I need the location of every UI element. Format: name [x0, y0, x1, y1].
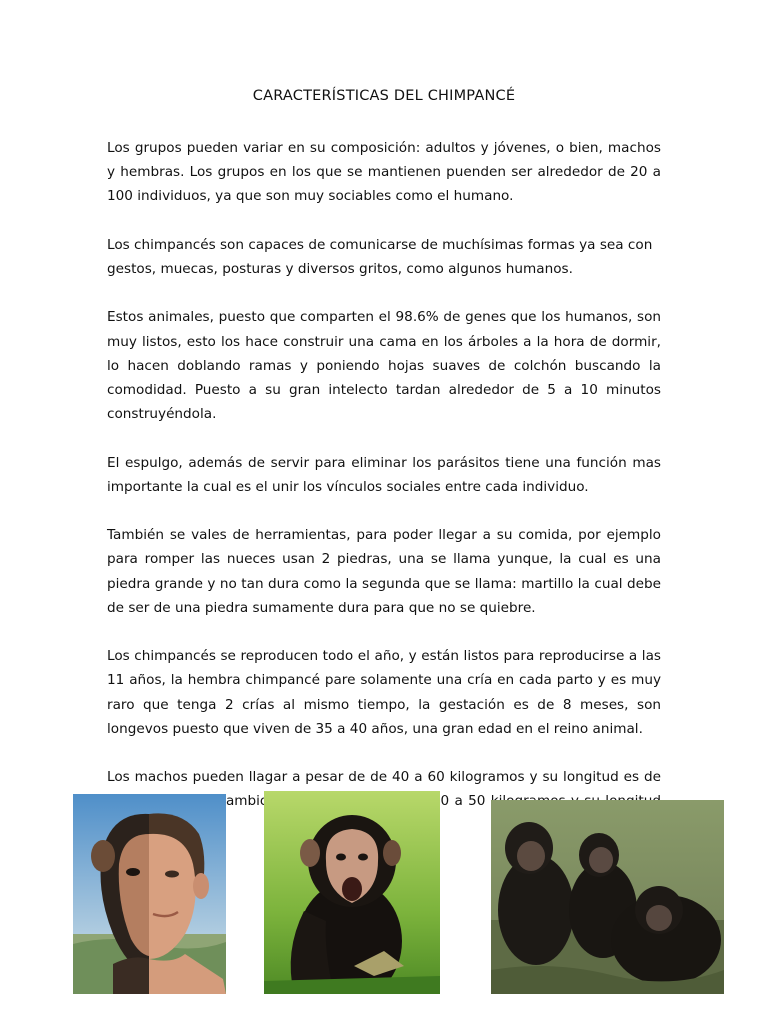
paragraph-communication: Los chimpancés son capaces de comunicarse de muchísimas formas ya sea con gestos, muecas, posturas y diversos gritos, como algunos humanos. — [107, 236, 653, 277]
chimp-group-image — [491, 800, 724, 994]
document-body — [107, 136, 661, 862]
paragraph-intelligence: Estos animales, puesto que comparten el 98.6% de genes que los humanos, son muy listos, esto los hace construir una cama en los árboles a la hora de dormir, lo hacen doblando ramas y poniendo hojas suaves de colchón buscando la comodidad. Puesto a su gran intelecto tardan alrededor de 5 a 10 minutos construyéndola. — [107, 309, 661, 423]
chimp-human-face-image — [73, 794, 226, 994]
paragraph-grooming: El espulgo, además de servir para eliminar los parásitos tiene una función mas importante la cual es el unir los vínculos sociales entre cada individuo. — [107, 454, 661, 495]
paragraph-tools: También se vales de herramientas, para poder llegar a su comida, por ejemplo para romper las nueces usan 2 piedras, una se llama yunque, la cual es una piedra grande y no tan dura como la segunda que se llama: martillo la cual debe de ser de una piedra sumamente dura para que no se quiebre. — [107, 527, 661, 616]
document-title: CARACTERÍSTICAS DEL CHIMPANCÉ — [252, 88, 516, 104]
paragraph-size: Los machos pueden llagar a pesar de de 40 a 60 kilogramos y su longitud es de cambio 30 a 50 — [107, 769, 661, 810]
young-chimp-image — [264, 791, 440, 994]
paragraph-groups: Los grupos pueden variar en su composición: adultos y jóvenes, o bien, machos y hembras. Los grupos en los que se mantienen puenden ser alrededor de 20 a 100 individuos, ya que son muy sociables como el humano. — [107, 140, 661, 205]
paragraph-reproduction: Los chimpancés se reproducen todo el año, y están listos para reproducirse a las 11 años, la hembra chimpancé pare solamente una cría en cada parto y es muy raro que tenga 2 crías al mismo tiempo, la gestación es de 8 meses, son longevos puesto que viven de 35 a 40 años, una gran edad en el reino animal. — [107, 648, 661, 737]
